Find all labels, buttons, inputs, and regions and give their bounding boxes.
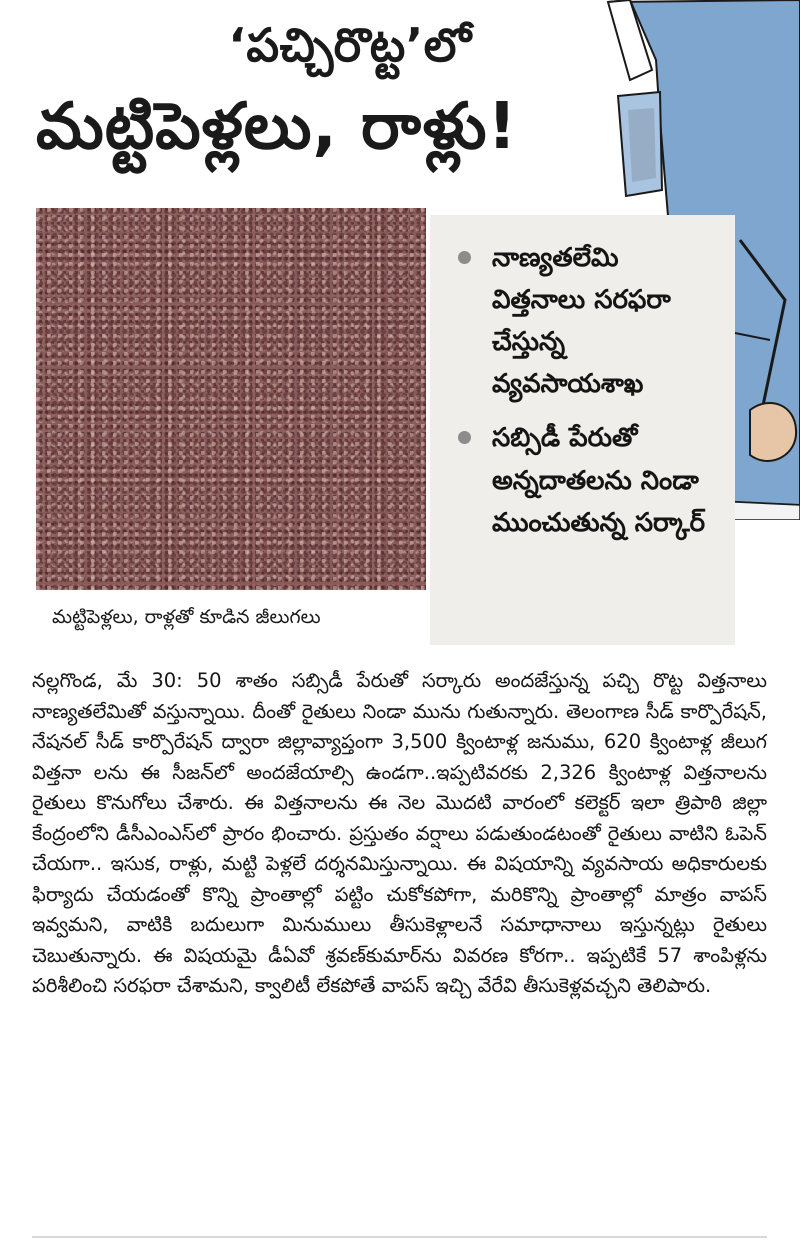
seed-photo bbox=[36, 208, 426, 590]
highlight-item bbox=[452, 417, 719, 543]
bullet-icon bbox=[458, 251, 471, 264]
highlight-text: సబ్సిడీ పేరుతో అన్నదాతలను నిండా ముంచుతున్న సర్కార్ bbox=[492, 423, 706, 538]
highlight-item bbox=[452, 237, 719, 405]
bullet-icon bbox=[458, 431, 471, 444]
article-headline: మట్టిపెళ్లలు, రాళ్లు! bbox=[36, 90, 518, 164]
highlight-text: నాణ్యతలేమి విత్తనాలు సరఫరా చేస్తున్న వ్యవసాయశాఖ bbox=[492, 243, 671, 400]
highlights-box bbox=[430, 215, 735, 645]
photo-caption: మట్టిపెళ్లలు, రాళ్లతో కూడిన జీలుగలు bbox=[52, 606, 321, 628]
bottom-divider bbox=[32, 1236, 767, 1238]
article-paragraph: నల్లగొండ, మే 30: 50 శాతం సబ్సిడీ పేరుతో సర్కారు అందజేస్తున్న పచ్చి రొట్ట విత్తనాలు నాణ్యతలేమితో వస్తున్నాయి. దీంతో రైతులు నిండా మును గుతున్నారు. తెలంగాణ సీడ్ కార్పొరేషన్, నేషనల్ సీడ్ కార్పొరేషన్ ద్వారా జిల్లావ్యాప్తంగా 3,500 క్వింటాళ్ల జనుము, 620 క్వింటాళ్ల జీలుగ విత్తనా లను ఈ సీజన్‌లో అందజేయాల్సి ఉండగా..ఇప్పటివరకు 2,326 క్వింటాళ్ల విత్తనాలను రైతులు కొనుగోలు చేశారు. ఈ విత్తనాలను ఈ నెల మొదటి వారంలో కలెక్టర్ ఇలా త్రిపాఠి జిల్లా కేంద్రంలోని డీసీఎంఎస్‌లో ప్రారం భించారు. ప్రస్తుతం వర్షాలు పడుతుండటంతో రైతులు వాటిని ఓపెన్ చేయగా.. ఇసుక, రాళ్లు, మట్టి పెళ్లలే దర్శనమిస్తున్నాయి. ఈ విషయాన్ని వ్యవసాయ అధికారులకు ఫిర్యాదు చేయడంతో కొన్ని ప్రాంతాల్లో పట్టిం చుకోకపోగా, మరికొన్ని ప్రాంతాల్లో మాత్రం వాపస్ ఇవ్వమని, వాటికి బదులుగా మినుములు తీసుకెళ్లాలనే సమాధానాలు ఇస్తున్నట్లు రైతులు చెబుతున్నారు. ఈ విషయమై డీఏవో శ్రవణ్‌కుమార్‌ను వివరణ కోరగా.. ఇప్పటికే 57 శాంపిళ్లను పరిశీలించి సరఫరా చేశామని, క్వాలిటీ లేకపోతే వాపస్ ఇచ్చి వేరేవి తీసుకెళ్లవచ్చని తెలిపారు. bbox=[32, 669, 767, 997]
article-kicker: ‘పచ్చిరొట్ట’లో bbox=[228, 18, 472, 72]
article-body bbox=[32, 666, 767, 1002]
